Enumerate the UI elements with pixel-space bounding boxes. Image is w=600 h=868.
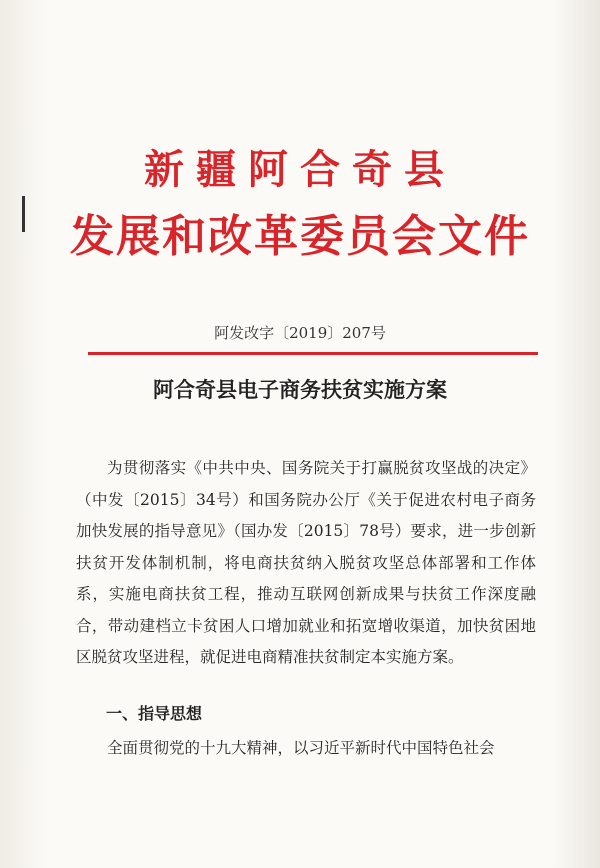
issuing-org-line1: 新疆阿合奇县 <box>144 146 456 193</box>
red-divider <box>88 352 538 355</box>
issuing-org-line2: 发展和改革委员会文件 <box>70 211 530 262</box>
document-title: 阿合奇县电子商务扶贫实施方案 <box>153 377 447 402</box>
section-paragraph: 全面贯彻党的十九大精神，以习近平新时代中国特色社会 <box>107 739 495 757</box>
intro-paragraph: 为贯彻落实《中共中央、国务院关于打赢脱贫攻坚战的决定》（中发〔2015〕34号）和国务院办公厅《关于促进农村电子商务加快发展的指导意见》（国办发〔2015〕78号）要求，进一步创新扶贫开发体制机制，将电商扶贫纳入脱贫攻坚总体部署和工作体系，实施电商扶贫工程，推动互联网创新成果与扶贫工作深度融合，带动建档立卡贫困人口增加就业和拓宽增收渠道，加快贫困地区脱贫攻坚进程，就促进电商精准扶贫制定本实施方案。 <box>76 459 536 666</box>
document-number: 阿发改字〔2019〕207号 <box>214 324 386 342</box>
section-heading-guiding-thought: 一、指导思想 <box>106 704 203 723</box>
